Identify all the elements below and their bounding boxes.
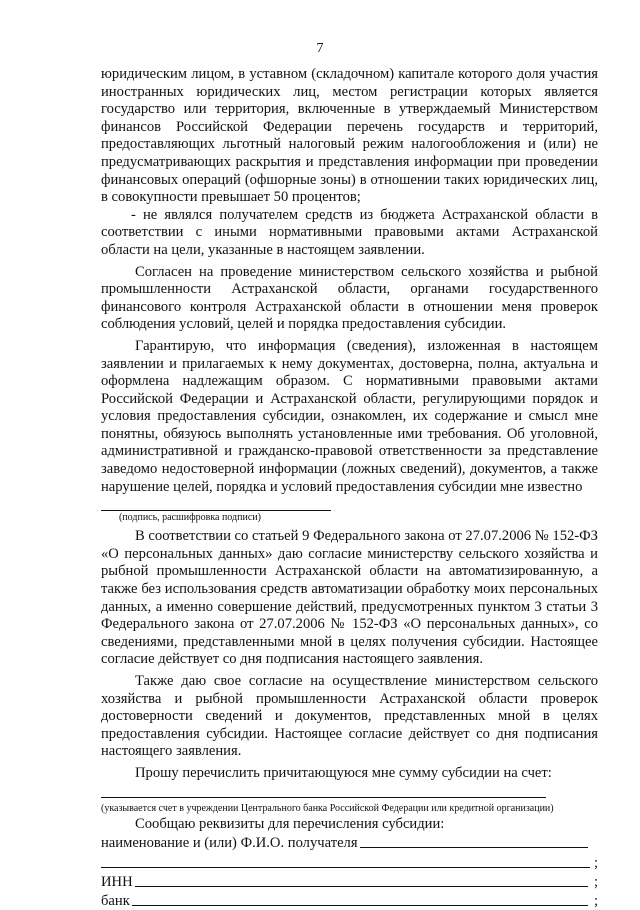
account-line	[101, 785, 546, 798]
recipient-continuation-field	[101, 852, 598, 872]
inn-field	[101, 872, 598, 891]
paragraph-verification-consent: Также даю свое согласие на осуществление министерством сельского хозяйства и рыбной промышленности Астраханской области проверок достоверности сведений и документов, представленных мной в целях предоставления субсидии. Настоящее согласие действует со дня подписания настоящего заявления.	[101, 673, 598, 760]
signature-line	[101, 502, 331, 511]
requisites-intro: Сообщаю реквизиты для перечисления субсидии:	[135, 815, 445, 832]
recipient-field	[101, 833, 598, 852]
paragraph-consent-checks: Согласен на проведение министерством сельского хозяйства и рыбной промышленности Астраханской области, органами государственного финансового контроля Астраханской области в отношении меня проверок соблюдения условий, целей и порядка предоставления субсидии.	[101, 263, 598, 333]
line-end-mark: ;	[593, 854, 598, 871]
account-caption: (указывается счет в учреждении Центрального банка Российской Федерации или кредитной организации)	[101, 802, 554, 814]
inn-label: ИНН	[101, 873, 133, 890]
bank-label: банк	[101, 892, 130, 909]
paragraph-not-recipient: - не являлся получателем средств из бюджета Астраханской области в соответствии с иными нормативными правовыми актами Астраханской области на цели, указанные в настоящем заявлении.	[101, 206, 598, 258]
paragraph-guarantee: Гарантирую, что информация (сведения), изложенная в настоящем заявлении и прилагаемых к нему документах, достоверна, полна, актуальна и оформлена надлежащим образом. С нормативными правовыми актами Российской Федерации и Астраханской области, регулирующими порядок и условия предоставления субсидии, ознакомлен, их содержание и смысл мне понятны, обязуюсь выполнять установленные ими требования. Об уголовной, административной и гражданско-правовой ответственности за представление заведомо недостоверной информации (ложных сведений), документов, а также нарушение целей, порядка и условий предоставления субсидии мне известно	[101, 337, 598, 495]
inn-input-line	[135, 885, 588, 887]
line-end-mark: ;	[593, 873, 598, 890]
paragraph-transfer-request: Прошу перечислить причитающуюся мне сумму субсидии на счет:	[135, 764, 552, 781]
page-number: 7	[316, 41, 324, 56]
paragraph-personal-data: В соответствии со статьей 9 Федерального закона от 27.07.2006 № 152-ФЗ «О персональных данных» даю согласие министерству сельского хозяйства и рыбной промышленности Астраханской области на автоматизированную, а также без использования средств автоматизации обработку моих персональных данных, а именно совершение действий, предусмотренных пунктом 3 статьи 3 Федерального закона от 27.07.2006 № 152-ФЗ «О персональных данных», со сведениями, представленными мной в целях получения субсидии. Настоящее согласие действует со дня подписания настоящего заявления.	[101, 528, 598, 668]
document-body	[101, 66, 598, 910]
bank-field	[101, 891, 598, 910]
paragraph-offshore: юридическим лицом, в уставном (складочном) капитале которого доля участия иностранных юридических лиц, местом регистрации которых является государство или территория, включенные в утверждаемый Министерством финансов Российской Федерации перечень государств и территорий, предоставляющих льготный налоговый режим налогообложения и (или) не предусматривающих раскрытия и представления информации при проведении финансовых операций (офшорные зоны) в отношении таких юридических лиц, в совокупности превышает 50 процентов;	[101, 66, 598, 206]
recipient-label: наименование и (или) Ф.И.О. получателя	[101, 834, 358, 851]
recipient-continuation-line	[101, 866, 590, 868]
signature-caption: (подпись, расшифровка подписи)	[119, 512, 261, 524]
line-end-mark: ;	[593, 892, 598, 909]
bank-input-line	[132, 904, 588, 906]
recipient-input-line	[360, 846, 588, 848]
